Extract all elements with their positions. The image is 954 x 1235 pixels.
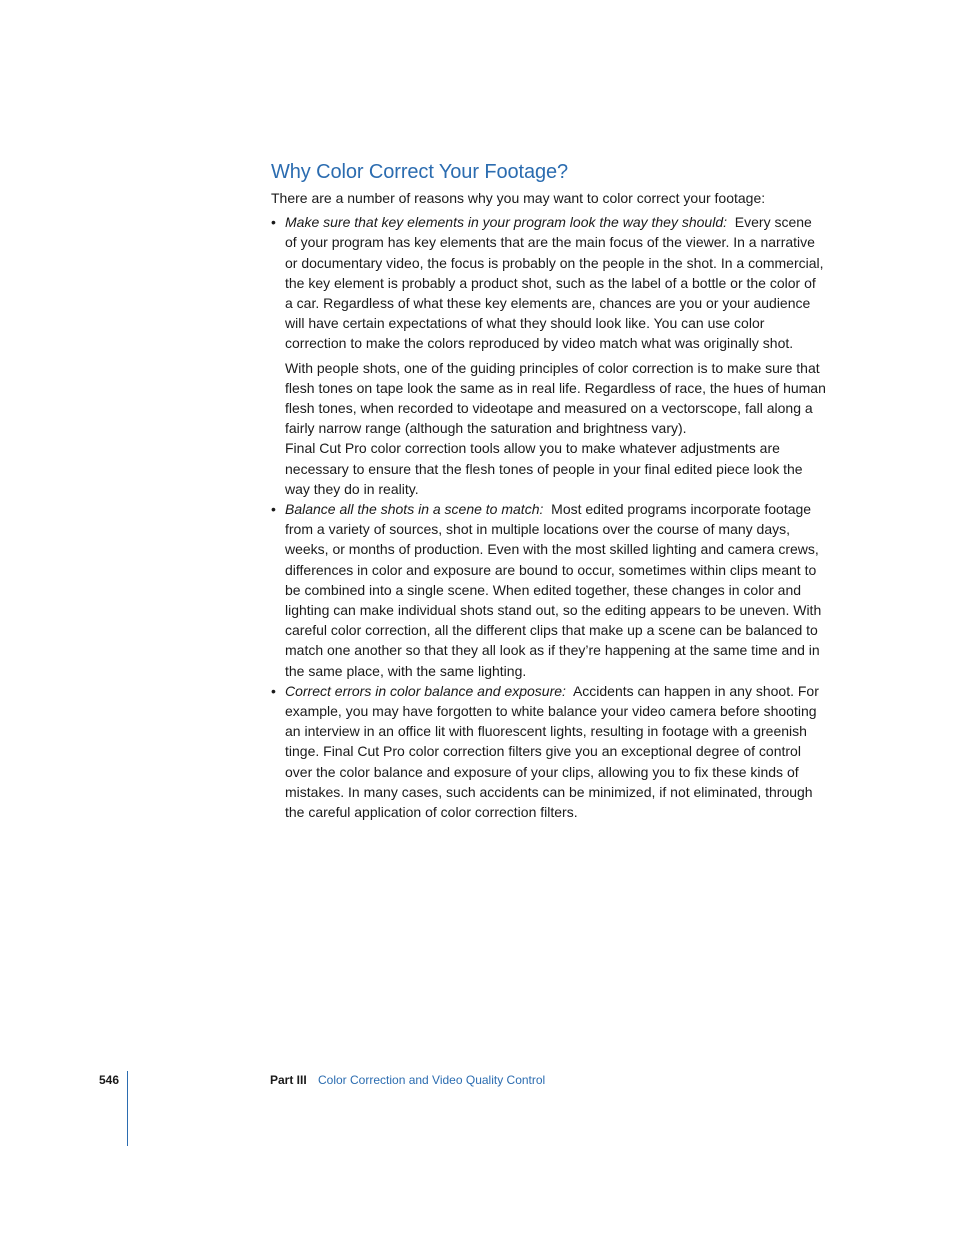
bullet-text: Most edited programs incorporate footage from a variety of sources, shot in multiple locations over the course of many days, weeks, or months of production. Even with the most skilled lighting and camera crews, differences in color and exposure are bound to occur, sometimes within clips meant to be combined into a single scene. When edited together, these changes in color and lighting can make individual shots stand out, so the editing appears to be uneven. With careful color correction, all the different clips that make up a scene can be balanced to match one another so that they all look as if they’re happening at the same time and in the same place, with the same lighting. [285, 501, 822, 679]
bullet-lead: Correct errors in color balance and exposure: [285, 682, 566, 699]
reasons-list [271, 212, 827, 822]
section-body [271, 188, 827, 822]
footer-part-label: Part III [270, 1073, 307, 1087]
footer-divider [127, 1071, 128, 1146]
bullet-paragraph [285, 212, 827, 353]
bullet-paragraph [285, 499, 827, 681]
list-item [271, 499, 827, 681]
bullet-text: Every scene of your program has key elements that are the main focus of the viewer. In a narrative or documentary video, the focus is probably on the people in the shot. In a commercial, the key element is probably a product shot, such as the label of a bottle or the color of a car. Regardless of what these key elements are, chances are you or your audience will have certain expectations of what they should look like. You can use color correction to make the colors reproduced by video match what was originally shot. [285, 214, 824, 352]
sub-paragraph: Final Cut Pro color correction tools allow you to make whatever adjustments are necessary to ensure that the flesh tones of people in your final edited piece look the way they do in reality. [285, 440, 803, 497]
list-item [271, 212, 827, 499]
page-number: 546 [99, 1073, 120, 1087]
list-item [271, 681, 827, 822]
bullet-paragraph [285, 681, 827, 822]
section-heading: Why Color Correct Your Footage? [271, 161, 569, 183]
bullet-lead: Balance all the shots in a scene to match: [285, 501, 544, 518]
intro-paragraph: There are a number of reasons why you may want to color correct your footage: [271, 190, 766, 206]
footer-chapter-title: Color Correction and Video Quality Control [318, 1073, 546, 1087]
bullet-lead: Make sure that key elements in your program look the way they should: [285, 214, 727, 231]
bullet-text: Accidents can happen in any shoot. For example, you may have forgotten to white balance your video camera before shooting an interview in an office lit with fluorescent lights, resulting in footage with a greenish tinge. Final Cut Pro color correction filters give you an exceptional degree of control over the color balance and exposure of your clips, allowing you to fix these kinds of mistakes. In many cases, such accidents can be minimized, if not eliminated, through the careful application of color correction filters. [285, 682, 819, 821]
sub-paragraph: With people shots, one of the guiding principles of color correction is to make sure that flesh tones on tape look the same as in real life. Regardless of race, the hues of human flesh tones, when recorded to videotape and measured on a vectorscope, fall along a fairly narrow range (although the saturation and brightness vary). [285, 359, 826, 437]
